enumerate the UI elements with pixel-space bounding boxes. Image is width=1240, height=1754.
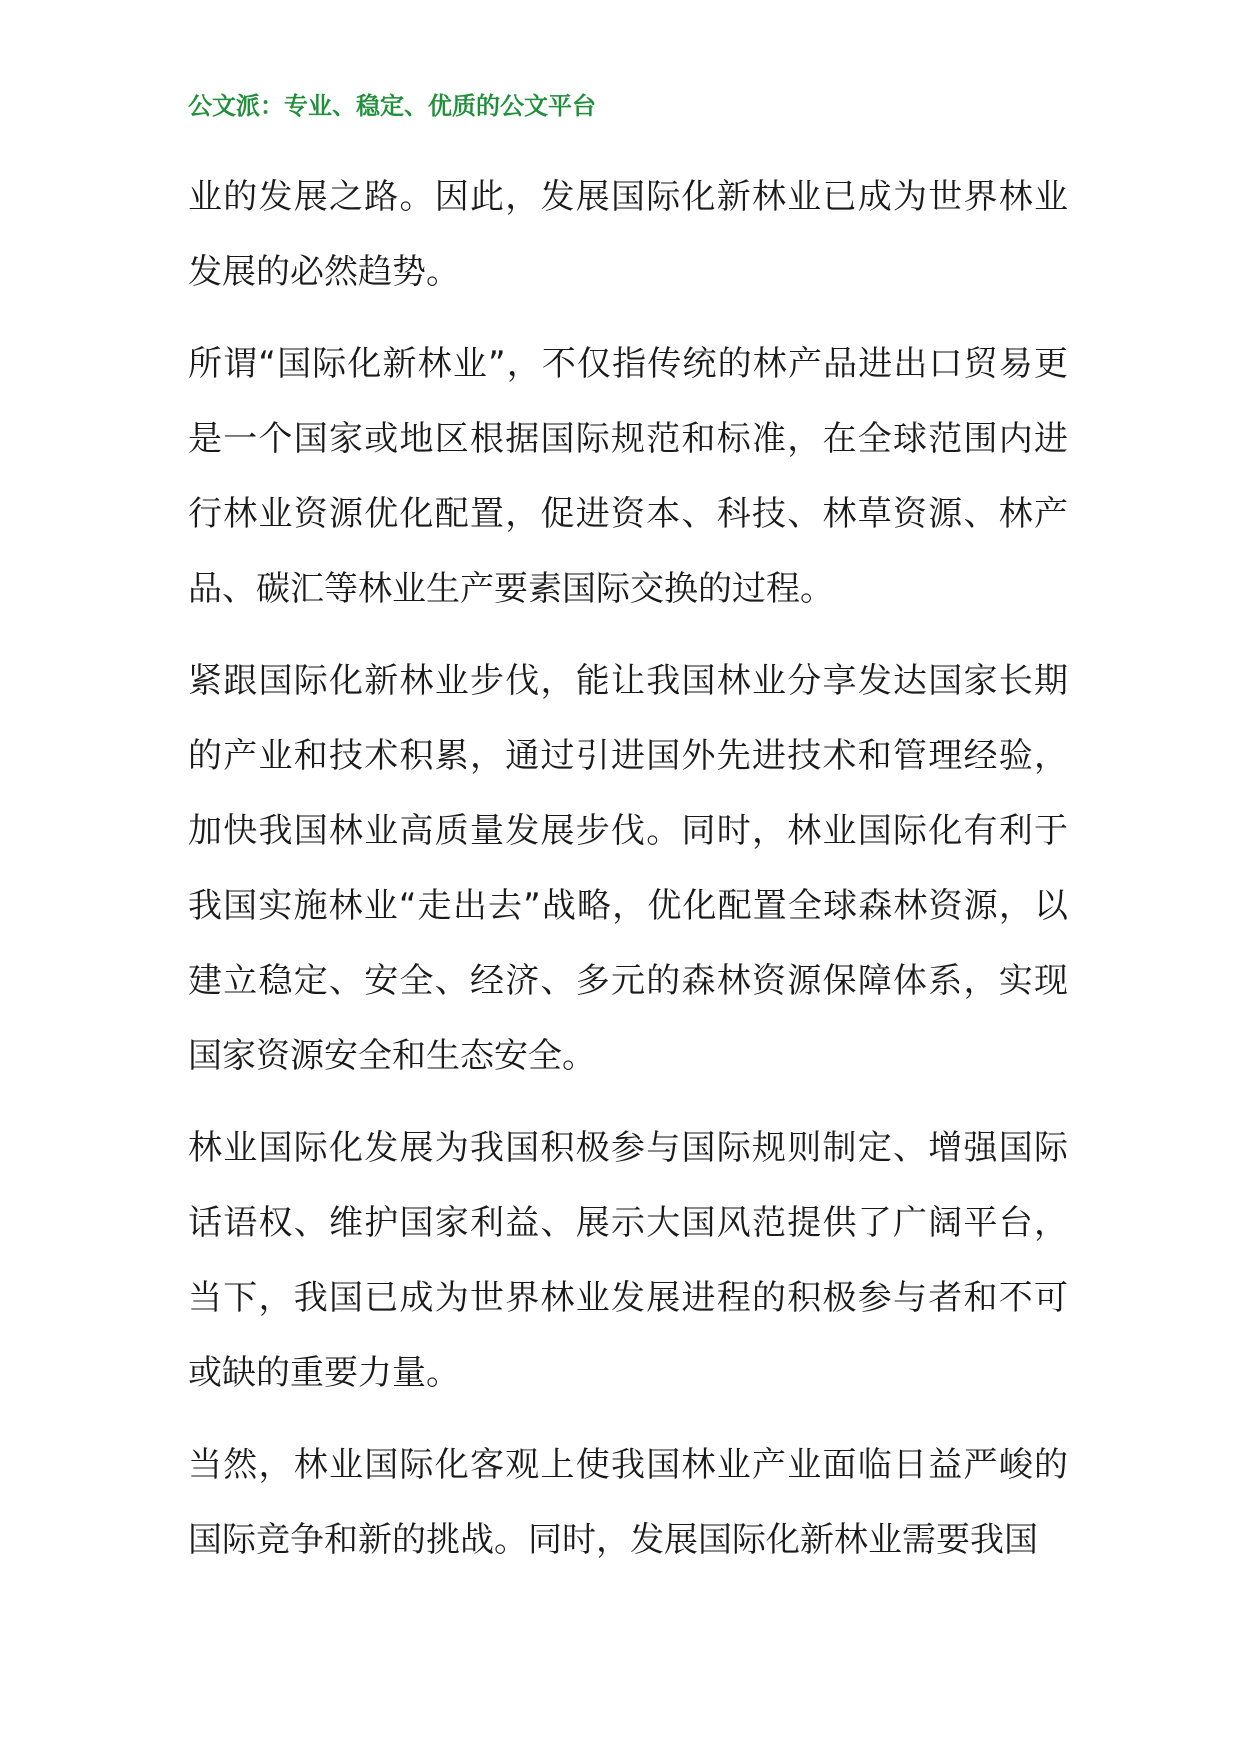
paragraph: 林业国际化发展为我国积极参与国际规则制定、增强国际话语权、维护国家利益、展示大国风范提供了广阔平台，当下，我国已成为世界林业发展进程的积极参与者和不可或缺的重要力量。 bbox=[188, 1128, 1068, 1393]
paragraph: 业的发展之路。因此，发展国际化新林业已成为世界林业发展的必然趋势。 bbox=[188, 177, 1068, 292]
paragraph: 紧跟国际化新林业步伐，能让我国林业分享发达国家长期的产业和技术积累，通过引进国外先进技术和管理经验，加快我国林业高质量发展步伐。同时，林业国际化有利于我国实施林业“走出去”战略，优化配置全球森林资源，以建立稳定、安全、经济、多元的森林资源保障体系，实现国家资源安全和生态安全。 bbox=[188, 661, 1068, 1076]
document-body bbox=[188, 160, 1068, 1595]
site-header-title: 公文派：专业、稳定、优质的公文平台 bbox=[188, 92, 596, 120]
paragraph: 所谓“国际化新林业”，不仅指传统的林产品进出口贸易更是一个国家或地区根据国际规范和标准，在全球范围内进行林业资源优化配置，促进资本、科技、林草资源、林产品、碳汇等林业生产要素国际交换的过程。 bbox=[188, 344, 1068, 609]
paragraph: 当然，林业国际化客观上使我国林业产业面临日益严峻的国际竞争和新的挑战。同时，发展国际化新林业需要我国 bbox=[188, 1445, 1068, 1560]
